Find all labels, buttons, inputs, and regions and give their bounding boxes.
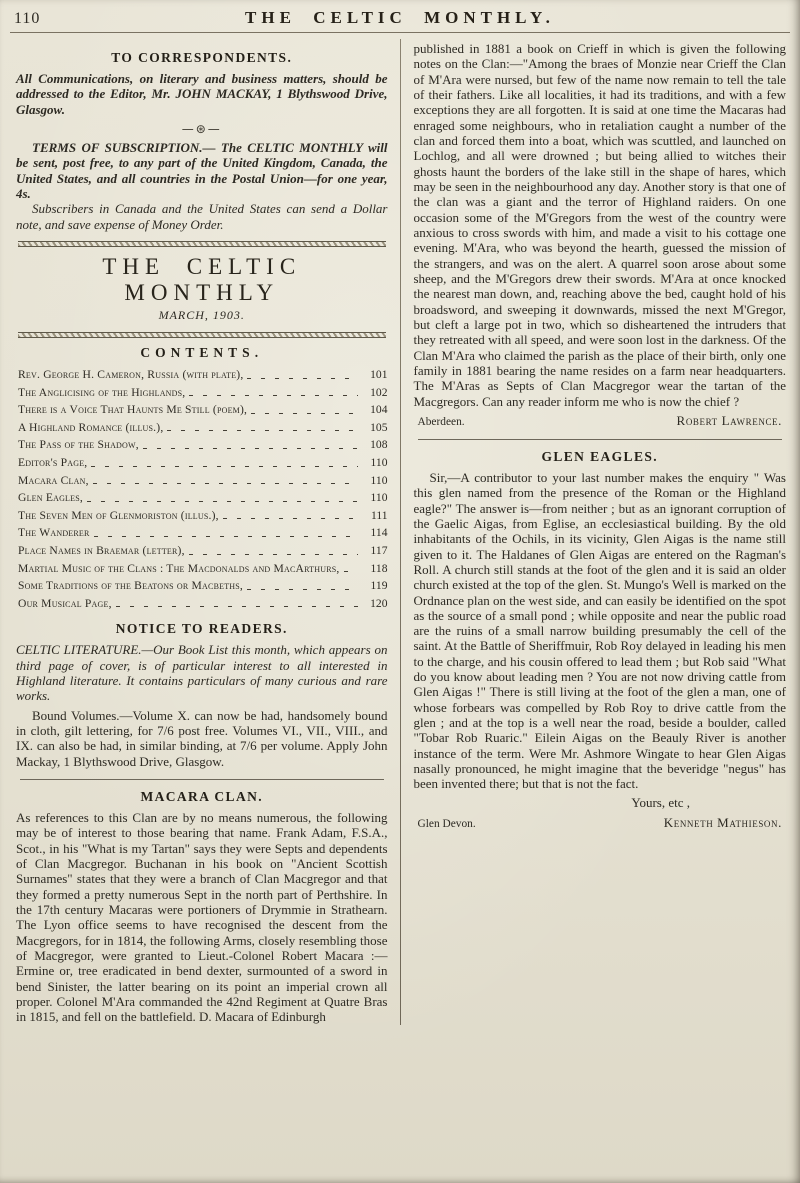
two-column-layout — [8, 33, 792, 1025]
toc-row — [18, 489, 388, 507]
toc-entry-title: The Seven Men of Glenmoriston (illus.), — [18, 508, 219, 522]
toc-entry-page: 105 — [370, 420, 388, 434]
toc-entry-title: There is a Voice That Haunts Me Still (poem), — [18, 403, 248, 417]
notice-heading: NOTICE TO READERS. — [115, 621, 288, 637]
toc-row — [18, 542, 388, 560]
signature-author: Kenneth Mathieson. — [663, 814, 782, 830]
glen-eagles-section — [414, 449, 787, 831]
section-ornament: —⊛— — [181, 121, 222, 136]
macara-article-left: As references to this Clan are by no means numerous, the following may be of interest to those bearing that name. Frank Adam, F.S.A., Scot., in his "What is my Tartan" says they were Septs and dependents of Clan Macgregor. Buchanan in his book on "Ancient Scottish Surnames" states that they were a branch of Clan Macgregor and that they formed a pretty numerous Sept in the north part of Perthshire. In the 17th century Macaras were portioners of Drymmie in Strathearn. The Lyon office seems to have recognised the descent from the Macgregors, for in 1814, the following Arms, closely resembling those of Macgregor, were granted to Lieut.-Colonel Robert Macara :—Ermine or, tree eradicated in bend dexter, surmounted of a sword in bend Sinister, the latter bearing on its point an imperial crown all proper. Colonel M'Ara commanded the 42nd Regiment at Quatre Bras in 1815, and fell on the battlefield. D. Macara of Edinburgh — [16, 810, 388, 1025]
toc-entry-page: 108 — [370, 438, 388, 452]
toc-leader — [94, 524, 358, 542]
toc-row — [18, 419, 388, 437]
toc-leader — [223, 507, 358, 525]
masthead — [16, 254, 388, 323]
toc-entry-title: Our Musical Page, — [18, 596, 112, 610]
toc-row — [18, 472, 388, 490]
decorative-rule — [18, 241, 386, 247]
macara-clan-section — [16, 789, 388, 1025]
macara-clan-continued — [414, 41, 787, 429]
toc-row — [18, 401, 388, 419]
toc-entry-page: 110 — [370, 473, 388, 487]
page-number: 110 — [14, 10, 41, 27]
toc-row — [18, 384, 388, 402]
toc-row — [18, 560, 388, 578]
toc-leader — [251, 401, 357, 419]
signature-author: Robert Lawrence. — [676, 412, 782, 428]
toc-entry-title: Martial Music of the Clans : The Macdonalds and MacArthurs, — [18, 561, 340, 575]
glen-eagles-heading: GLEN EAGLES. — [541, 448, 659, 464]
toc-leader — [189, 542, 358, 560]
correspondents-heading: TO CORRESPONDENTS. — [111, 50, 293, 65]
toc-entry-page: 114 — [370, 526, 388, 540]
toc-row — [18, 524, 388, 542]
toc-leader — [87, 489, 358, 507]
toc-entry-title: The Pass of the Shadow, — [18, 438, 139, 452]
toc-leader — [116, 595, 358, 613]
toc-row — [18, 507, 388, 525]
toc-leader — [167, 419, 357, 437]
macara-article-right: published in 1881 a book on Crieff in which is given the following notes on the Clan:—"Among the braes of Monzie near Crieff the Clan of M'Ara were nursed, but few of the name now remain to tell the tale of their fathers. Like all localities, it had its traditions, and with a few exceptions they are all forgotten. It is said at one time the Macaras had enraged some neighbours, who in retaliation caught a number of the clan and forced them into a boat, which was scuttled, and launched on Lochlog, and all were drowned ; but being allied to witches their ghosts haunt the borders of the lake still in the shape of hares, which may be seen in the neighbourhood any day. Another story is that one of the clan was a giant and the terror of Highland raiders. On one occasion some of the M'Gregors from the west of the country were anxious to cross swords with him, and made a visit to his cottage one evening. M'Ara, who was beyond the hearth, guessed the mission of the strangers, and was on the alert. A quarrel soon arose about some sheep, and the M'Gregors drew their swords. M'Ara at once knocked the nearest man down, and, reaching above the bed, caught hold of his broadsword, and sweeping it downwards, missed the next M'Gregor, but cleft a large pot in two, which so disheartened the intruders that they retreated with all speed, and were soon lost in the darkness. Of the Clan M'Ara who claimed the parish as the place of their birth, only one family in 1881 bearing the name resides on a farm near headquarters. The M'Aras as Septs of Clan Macgregor wear the tartan of the Macgregors. Can any reader inform me who is now the chief ? — [413, 41, 786, 409]
toc-row — [18, 595, 388, 613]
toc-leader — [93, 472, 358, 490]
toc-leader — [91, 454, 357, 472]
toc-leader — [344, 560, 358, 578]
toc-entry-page: 119 — [370, 579, 388, 593]
toc-entry-title: Some Traditions of the Beatons or Macbeths, — [18, 579, 244, 593]
toc-entry-page: 104 — [370, 403, 388, 417]
journal-title: THE CELTIC MONTHLY. — [245, 8, 555, 27]
toc-entry-title: Place Names in Braemar (letter), — [18, 544, 185, 558]
notice-celtic-literature: CELTIC LITERATURE.—Our Book List this month, which appears on third page of cover, is of particular interest to all interested in Highland literature. It contains particulars of many curious and rare works. — [16, 642, 388, 704]
toc-entry-title: The Anglicising of the Highlands, — [18, 385, 186, 399]
decorative-rule — [18, 332, 386, 338]
macara-heading: MACARA CLAN. — [140, 789, 264, 805]
toc-row — [18, 577, 388, 595]
toc-entry-title: The Wanderer — [18, 526, 90, 540]
masthead-title: THE CELTIC MONTHLY — [102, 253, 302, 305]
toc-entry-page: 111 — [370, 508, 388, 522]
left-column — [8, 39, 400, 1025]
toc-leader — [143, 436, 358, 454]
toc-entry-title: A Highland Romance (illus.), — [18, 420, 164, 434]
subscription-terms: TERMS OF SUBSCRIPTION.— The CELTIC MONTHLY will be sent, post free, to any part of the United Kingdom, Canada, the United States, and all countries in the Postal Union—for one year, 4s. — [16, 139, 388, 201]
toc-entry-page: 110 — [370, 491, 388, 505]
toc-row — [18, 454, 388, 472]
toc-leader — [247, 366, 357, 384]
masthead-date: MARCH, 1903. — [158, 307, 245, 322]
toc-entry-page: 101 — [370, 367, 388, 381]
section-rule — [20, 779, 384, 780]
toc-entry-page: 110 — [370, 456, 388, 469]
signature-place: Glen Devon. — [417, 817, 476, 830]
contents-section — [16, 345, 388, 613]
toc-entry-title: Editor's Page, — [18, 456, 88, 469]
contents-heading: CONTENTS. — [140, 344, 264, 360]
toc-row — [18, 366, 388, 384]
toc-row — [18, 436, 388, 454]
letter-closing: Yours, etc , — [631, 794, 690, 810]
running-head — [8, 6, 792, 29]
subscription-note: Subscribers in Canada and the United States can send a Dollar note, and save expense of Money Order. — [16, 201, 388, 232]
signature-place: Aberdeen. — [417, 415, 465, 428]
correspondents-section — [16, 50, 388, 232]
notice-section — [16, 621, 388, 769]
toc-leader — [189, 384, 357, 402]
toc-entry-page: 118 — [370, 561, 388, 575]
table-of-contents — [18, 366, 388, 613]
toc-entry-title: Rev. George H. Cameron, Russia (with plate), — [18, 367, 244, 381]
section-rule — [418, 439, 783, 440]
toc-entry-title: Glen Eagles, — [18, 491, 83, 505]
glen-eagles-letter: Sir,—A contributor to your last number makes the enquiry " Was this glen named from the presence of the Roman or the Highland eagle?" The answer is—from neither ; but as an ignorant corruption of the Gaelic Aigas, from Eglise, an ecclesiastical building. By the old inhabitants of the Ochils, in its vicinity, Glen Aigas is the name still given to it. The Haldanes of Glen Aigas are entered on the Ragman's Roll. A church still stands at the foot of the glen and it is said an older church existed at the top of the glen. St. Mungo's Well is marked on the Ordnance plan on the west side, and can easily be identified on the spot as the source of a small pond ; while opposite and near the public road are the ruins of a small narrow building presumably the cell of the saint. At the Battle of Sheriffmuir, Rob Roy delayed in leading his men to the charge, and his cousin offered to lead them ; but Rob said "What do you know about leading men ? You are not now driving cattle from Glen Aigas !" There is still living at the foot of the glen a man, one of whose forbears was compelled by Rob Roy to drive cattle from the glen ; and at the top is a well near the road, beside a boulder, called "Tobar Rob Ruaric." Eilein Aigas on the Beauly River is another instance of the term. Were Mr. Ashmore Wingate to hear Glen Aigas nasally pronounced, he might imagine that the beveridge "negus" has been invented there; but that is not the fact. — [413, 469, 786, 792]
notice-bound-volumes: Bound Volumes.—Volume X. can now be had, handsomely bound in cloth, gilt lettering, for 7/6 post free. Volumes VI., VII., VIII., and IX. can also be had, in similar binding, at 7/6 per volume. Apply John Mackay, 1 Blythswood Drive, Glasgow. — [16, 707, 388, 769]
toc-entry-page: 102 — [370, 385, 388, 399]
right-column — [401, 39, 793, 1025]
macara-signature — [418, 413, 783, 429]
toc-entry-title: Macara Clan, — [18, 473, 89, 487]
correspondents-body: All Communications, on literary and business matters, should be addressed to the Editor, Mr. JOHN MACKAY, 1 Blythswood Drive, Glasgow. — [16, 71, 388, 117]
toc-entry-page: 117 — [370, 544, 388, 558]
glen-eagles-signature — [418, 815, 783, 831]
toc-leader — [247, 577, 357, 595]
toc-entry-page: 120 — [370, 596, 388, 610]
